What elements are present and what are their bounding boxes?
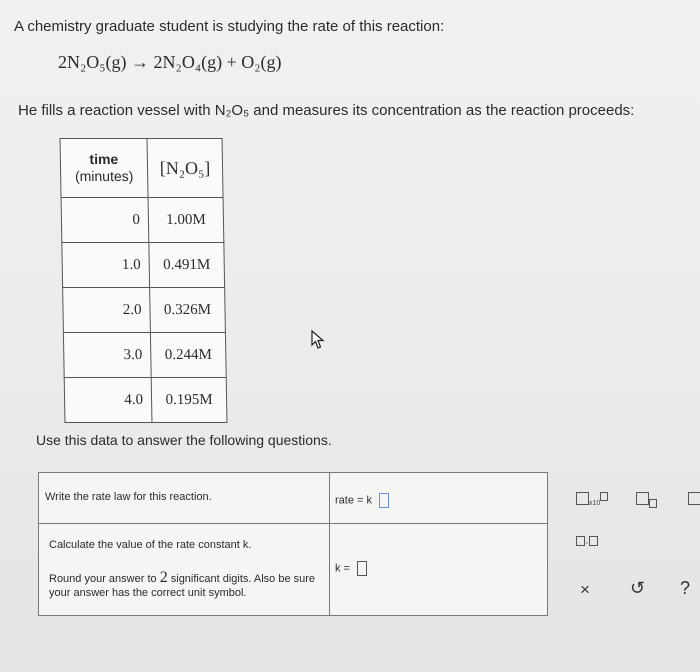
time-cell: 0 <box>61 198 149 243</box>
reaction-equation <box>58 52 282 73</box>
concentration-table <box>60 138 228 423</box>
eq-plus: + <box>226 52 237 72</box>
eq-product2: O₂(g) <box>241 52 282 72</box>
rate-constant-input[interactable] <box>357 561 367 576</box>
time-cell: 1.0 <box>62 243 150 288</box>
table-row <box>62 243 225 288</box>
answer-panel <box>38 472 548 616</box>
conc-cell: 1.00M <box>148 198 224 243</box>
fills-text: He fills a reaction vessel with N₂O₅ and measures its concentration as the reaction proceeds: <box>18 102 635 119</box>
header-concentration: [N₂O₅] <box>147 139 223 198</box>
table-row <box>64 378 227 423</box>
dot-label: · <box>585 537 589 549</box>
time-cell: 2.0 <box>63 288 151 333</box>
question-rate-constant: Calculate the value of the rate constant k. <box>49 539 252 551</box>
help-icon[interactable]: ? <box>680 578 691 598</box>
column-divider <box>329 473 330 615</box>
header-time-unit: (minutes) <box>74 168 134 184</box>
rate-law-prefix: rate = k <box>335 494 372 507</box>
header-time-label: time <box>89 151 119 167</box>
conc-cell: 0.244M <box>150 333 226 378</box>
intro-text: A chemistry graduate student is studying the rate of this reaction: <box>14 18 445 35</box>
x10-label: x10 <box>589 500 601 507</box>
conc-cell: 0.491M <box>149 243 225 288</box>
rounding-note-post: significant digits. Also be sure your answer has the correct unit symbol. <box>49 573 316 599</box>
mouse-cursor-icon <box>310 330 326 350</box>
use-data-text: Use this data to answer the following questions. <box>36 432 332 448</box>
clear-icon[interactable]: × <box>580 580 590 599</box>
eq-reactant: 2N₂O₅(g) <box>58 52 127 72</box>
conc-cell: 0.195M <box>151 378 227 423</box>
rate-law-input[interactable] <box>379 493 389 508</box>
multiply-dot-button[interactable] <box>576 536 598 549</box>
rounding-note-pre: Round your answer to <box>49 573 157 585</box>
scientific-notation-button[interactable] <box>576 492 608 508</box>
extra-box-button[interactable] <box>688 492 700 508</box>
eq-product1: 2N₂O₄(g) <box>153 52 223 72</box>
sig-digits-number: 2 <box>159 569 168 586</box>
rate-law-answer <box>335 493 389 508</box>
table-header-row <box>60 139 223 198</box>
undo-icon[interactable]: ↺ <box>630 578 646 598</box>
table-row <box>61 198 224 243</box>
question-rate-law: Write the rate law for this reaction. <box>45 491 212 503</box>
eq-arrow: → <box>131 52 150 72</box>
rounding-note <box>49 571 329 600</box>
subscript-button[interactable] <box>636 492 657 508</box>
header-time <box>60 139 148 198</box>
rate-constant-answer <box>335 561 367 576</box>
conc-cell: 0.326M <box>150 288 226 333</box>
table-row <box>63 333 226 378</box>
table-row <box>63 288 226 333</box>
time-cell: 3.0 <box>63 333 151 378</box>
time-cell: 4.0 <box>64 378 152 423</box>
math-toolbar <box>566 482 700 612</box>
rate-constant-prefix: k = <box>335 562 350 575</box>
